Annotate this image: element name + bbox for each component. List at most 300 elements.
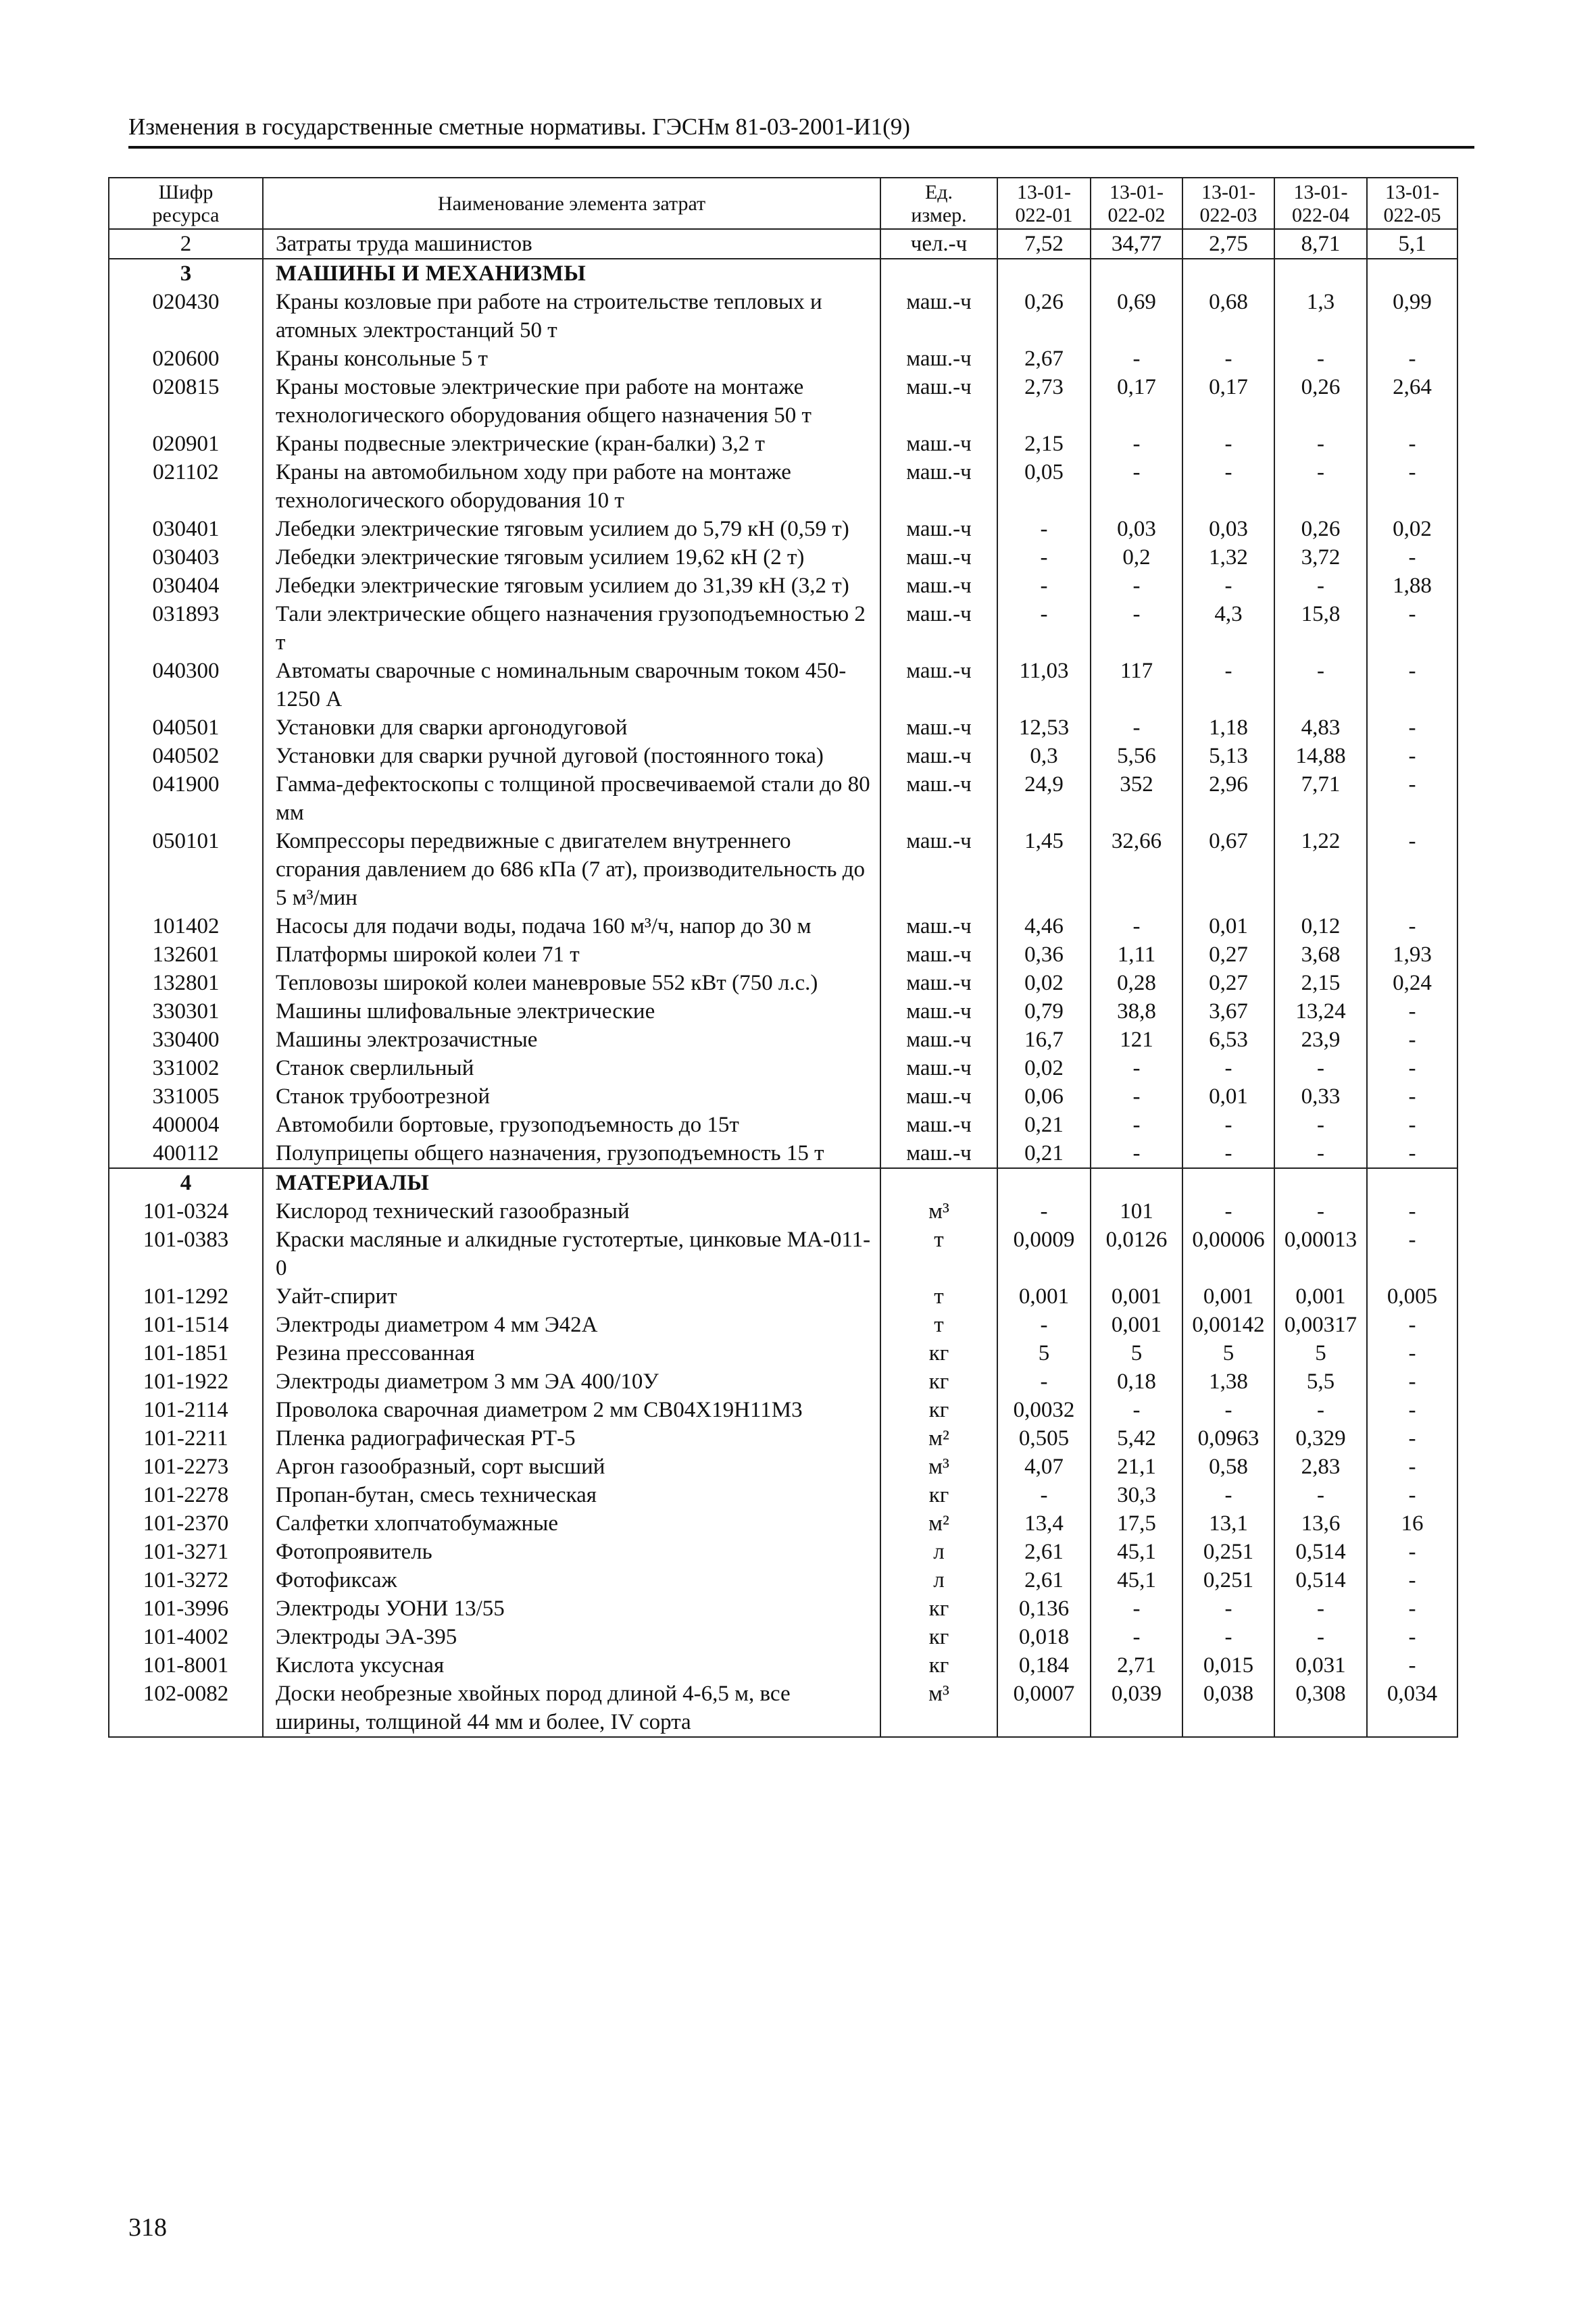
resource-code: 101-2278: [109, 1481, 263, 1509]
value-cell: -: [997, 600, 1091, 657]
value-cell: 5: [1182, 1339, 1274, 1367]
value-cell: -: [1182, 1396, 1274, 1424]
value-cell: -: [1182, 458, 1274, 515]
unit: м³: [880, 1197, 997, 1226]
resource-name: Электроды УОНИ 13/55: [263, 1594, 880, 1623]
resource-name: Лебедки электрические тяговым усилием 19,62 кН (2 т): [263, 543, 880, 572]
table-cell: [1182, 259, 1274, 288]
value-cell: -: [1367, 1424, 1457, 1453]
value-cell: 0,01: [1182, 1082, 1274, 1111]
resource-code: 132801: [109, 969, 263, 997]
table-cell: 8,71: [1274, 229, 1367, 259]
table-body: [109, 178, 1457, 1737]
resource-code: 101-4002: [109, 1623, 263, 1651]
value-cell: -: [1182, 1111, 1274, 1139]
unit: м³: [880, 1680, 997, 1737]
resource-code: 101-0324: [109, 1197, 263, 1226]
value-cell: 0,039: [1091, 1680, 1182, 1737]
resource-code: 101-1851: [109, 1339, 263, 1367]
table-row: [109, 1538, 1457, 1566]
value-cell: 1,38: [1182, 1367, 1274, 1396]
resource-code: 030404: [109, 572, 263, 600]
value-cell: -: [1091, 1111, 1182, 1139]
value-cell: 0,2: [1091, 543, 1182, 572]
value-cell: 0,308: [1274, 1680, 1367, 1737]
table-cell: 7,52: [997, 229, 1091, 259]
value-cell: -: [1274, 458, 1367, 515]
resource-name: Машины электрозачистные: [263, 1026, 880, 1054]
value-cell: -: [1367, 912, 1457, 940]
value-cell: 0,79: [997, 997, 1091, 1026]
value-cell: 38,8: [1091, 997, 1182, 1026]
value-cell: -: [1182, 430, 1274, 458]
table-row: [109, 373, 1457, 430]
table-row: [109, 1651, 1457, 1680]
value-cell: 2,15: [997, 430, 1091, 458]
value-cell: 0,001: [1091, 1282, 1182, 1311]
table-row: [109, 1481, 1457, 1509]
table-row: [109, 1339, 1457, 1367]
value-cell: 0,514: [1274, 1538, 1367, 1566]
resource-name: Краны мостовые электрические при работе на монтаже технологического оборудования общего назначения 50 т: [263, 373, 880, 430]
resource-name: Аргон газообразный, сорт высший: [263, 1453, 880, 1481]
value-cell: 0,514: [1274, 1566, 1367, 1594]
value-cell: 0,69: [1091, 288, 1182, 345]
value-cell: 30,3: [1091, 1481, 1182, 1509]
unit: кг: [880, 1651, 997, 1680]
value-cell: 121: [1091, 1026, 1182, 1054]
resource-code: 020430: [109, 288, 263, 345]
resource-code: 330301: [109, 997, 263, 1026]
resource-name: Тали электрические общего назначения грузоподъемностью 2 т: [263, 600, 880, 657]
value-cell: 45,1: [1091, 1566, 1182, 1594]
table-row: [109, 657, 1457, 713]
value-cell: -: [1091, 1594, 1182, 1623]
value-cell: -: [1367, 1481, 1457, 1509]
resource-code: 040501: [109, 713, 263, 742]
value-cell: -: [1182, 572, 1274, 600]
table-cell: [1091, 1168, 1182, 1197]
value-cell: -: [1367, 1054, 1457, 1082]
resource-name: Фотопроявитель: [263, 1538, 880, 1566]
value-cell: -: [1091, 345, 1182, 373]
unit: маш.-ч: [880, 1139, 997, 1168]
unit: л: [880, 1566, 997, 1594]
table-cell: Затраты труда машинистов: [263, 229, 880, 259]
table-cell: 2: [109, 229, 263, 259]
value-cell: 11,03: [997, 657, 1091, 713]
table-cell: 34,77: [1091, 229, 1182, 259]
resource-name: Резина прессованная: [263, 1339, 880, 1367]
unit: т: [880, 1282, 997, 1311]
unit: маш.-ч: [880, 430, 997, 458]
resource-name: Краны козловые при работе на строительстве тепловых и атомных электростанций 50 т: [263, 288, 880, 345]
value-cell: 24,9: [997, 770, 1091, 827]
resource-code: 050101: [109, 827, 263, 912]
value-cell: 0,17: [1091, 373, 1182, 430]
table-cell: [1182, 1168, 1274, 1197]
resource-code: 040502: [109, 742, 263, 770]
value-cell: -: [1367, 1226, 1457, 1282]
value-cell: 4,83: [1274, 713, 1367, 742]
resource-code: 400112: [109, 1139, 263, 1168]
table-row: [109, 288, 1457, 345]
value-cell: -: [1367, 1453, 1457, 1481]
value-cell: 0,03: [1091, 515, 1182, 543]
unit: м²: [880, 1424, 997, 1453]
value-cell: -: [1367, 1082, 1457, 1111]
table-cell: [1274, 259, 1367, 288]
resource-name: Доски необрезные хвойных пород длиной 4-6,5 м, все ширины, толщиной 44 мм и более, IV сорта: [263, 1680, 880, 1737]
value-cell: 0,00317: [1274, 1311, 1367, 1339]
resource-name: Машины шлифовальные электрические: [263, 997, 880, 1026]
value-cell: 2,71: [1091, 1651, 1182, 1680]
value-cell: 23,9: [1274, 1026, 1367, 1054]
table-row: [109, 1396, 1457, 1424]
value-cell: 1,88: [1367, 572, 1457, 600]
resource-code: 021102: [109, 458, 263, 515]
resource-name: Станок сверлильный: [263, 1054, 880, 1082]
resource-name: Салфетки хлопчатобумажные: [263, 1509, 880, 1538]
resource-name: Электроды ЭА-395: [263, 1623, 880, 1651]
column-header: 13-01- 022-01: [997, 178, 1091, 229]
resource-name: Краны на автомобильном ходу при работе на монтаже технологического оборудования 10 т: [263, 458, 880, 515]
value-cell: 0,67: [1182, 827, 1274, 912]
value-cell: -: [997, 1367, 1091, 1396]
value-cell: 0,184: [997, 1651, 1091, 1680]
value-cell: 0,68: [1182, 288, 1274, 345]
value-cell: -: [1367, 543, 1457, 572]
value-cell: 0,0126: [1091, 1226, 1182, 1282]
value-cell: 101: [1091, 1197, 1182, 1226]
value-cell: 0,02: [997, 1054, 1091, 1082]
resource-code: 101-1292: [109, 1282, 263, 1311]
resource-code: 132601: [109, 940, 263, 969]
unit: кг: [880, 1396, 997, 1424]
resource-code: 101-1922: [109, 1367, 263, 1396]
column-header: Наименование элемента затрат: [263, 178, 880, 229]
table-row: [109, 1311, 1457, 1339]
unit: л: [880, 1538, 997, 1566]
value-cell: -: [1182, 1054, 1274, 1082]
unit: маш.-ч: [880, 1082, 997, 1111]
resource-name: Проволока сварочная диаметром 2 мм СВ04Х19Н11М3: [263, 1396, 880, 1424]
value-cell: 12,53: [997, 713, 1091, 742]
value-cell: -: [1367, 1594, 1457, 1623]
value-cell: -: [1274, 1481, 1367, 1509]
resource-name: Краны консольные 5 т: [263, 345, 880, 373]
value-cell: 0,031: [1274, 1651, 1367, 1680]
value-cell: 1,18: [1182, 713, 1274, 742]
value-cell: -: [1274, 345, 1367, 373]
value-cell: -: [997, 1197, 1091, 1226]
value-cell: 0,001: [1091, 1311, 1182, 1339]
resource-code: 020815: [109, 373, 263, 430]
value-cell: -: [1091, 572, 1182, 600]
table-row: [109, 742, 1457, 770]
value-cell: 16: [1367, 1509, 1457, 1538]
value-cell: 2,96: [1182, 770, 1274, 827]
unit: маш.-ч: [880, 827, 997, 912]
resource-name: Платформы широкой колеи 71 т: [263, 940, 880, 969]
resource-name: Электроды диаметром 3 мм ЭА 400/10У: [263, 1367, 880, 1396]
value-cell: 2,61: [997, 1566, 1091, 1594]
unit: маш.-ч: [880, 515, 997, 543]
value-cell: -: [1367, 1026, 1457, 1054]
value-cell: 0,27: [1182, 969, 1274, 997]
unit: кг: [880, 1367, 997, 1396]
value-cell: 1,11: [1091, 940, 1182, 969]
value-cell: 0,00006: [1182, 1226, 1274, 1282]
value-cell: 0,27: [1182, 940, 1274, 969]
table-header-row: [109, 178, 1457, 229]
value-cell: -: [1367, 827, 1457, 912]
value-cell: -: [997, 1481, 1091, 1509]
table-row: [109, 572, 1457, 600]
value-cell: 3,72: [1274, 543, 1367, 572]
value-cell: 16,7: [997, 1026, 1091, 1054]
table-cell: [997, 1168, 1091, 1197]
table-cell: [1367, 259, 1457, 288]
value-cell: -: [1091, 1082, 1182, 1111]
value-cell: -: [1367, 1339, 1457, 1367]
resource-code: 101-3996: [109, 1594, 263, 1623]
resource-name: Установки для сварки аргонодуговой: [263, 713, 880, 742]
value-cell: -: [1182, 1481, 1274, 1509]
value-cell: 32,66: [1091, 827, 1182, 912]
table-row: [109, 1026, 1457, 1054]
table-cell: [997, 259, 1091, 288]
value-cell: 5: [1274, 1339, 1367, 1367]
table-row: [109, 1509, 1457, 1538]
value-cell: -: [1182, 1594, 1274, 1623]
value-cell: 0,24: [1367, 969, 1457, 997]
value-cell: 0,36: [997, 940, 1091, 969]
section-title: МАТЕРИАЛЫ: [263, 1168, 880, 1197]
resource-code: 030403: [109, 543, 263, 572]
unit: кг: [880, 1481, 997, 1509]
table-row: [109, 1054, 1457, 1082]
value-cell: -: [1091, 430, 1182, 458]
value-cell: 0,02: [1367, 515, 1457, 543]
resource-name: Тепловозы широкой колеи маневровые 552 кВт (750 л.с.): [263, 969, 880, 997]
table-row: [109, 1623, 1457, 1651]
resource-name: Краны подвесные электрические (кран-балки) 3,2 т: [263, 430, 880, 458]
value-cell: 5,56: [1091, 742, 1182, 770]
unit: маш.-ч: [880, 657, 997, 713]
value-cell: 21,1: [1091, 1453, 1182, 1481]
resource-code: 101-3271: [109, 1538, 263, 1566]
value-cell: -: [1182, 1139, 1274, 1168]
value-cell: 0,001: [1274, 1282, 1367, 1311]
value-cell: 0,21: [997, 1111, 1091, 1139]
table-cell: [1091, 259, 1182, 288]
resource-name: Электроды диаметром 4 мм Э42А: [263, 1311, 880, 1339]
value-cell: 0,12: [1274, 912, 1367, 940]
value-cell: 5,42: [1091, 1424, 1182, 1453]
table-row: [109, 1566, 1457, 1594]
table-cell: 5,1: [1367, 229, 1457, 259]
unit: маш.-ч: [880, 770, 997, 827]
resource-name: Краски масляные и алкидные густотертые, цинковые МА-011-0: [263, 1226, 880, 1282]
value-cell: 5: [997, 1339, 1091, 1367]
value-cell: 0,251: [1182, 1566, 1274, 1594]
value-cell: 1,22: [1274, 827, 1367, 912]
unit: маш.-ч: [880, 458, 997, 515]
resource-code: 101-8001: [109, 1651, 263, 1680]
resource-name: Пропан-бутан, смесь техническая: [263, 1481, 880, 1509]
resource-code: 331002: [109, 1054, 263, 1082]
table-row: [109, 1367, 1457, 1396]
table-cell: [880, 1168, 997, 1197]
resource-name: Кислород технический газообразный: [263, 1197, 880, 1226]
unit: маш.-ч: [880, 940, 997, 969]
unit: маш.-ч: [880, 543, 997, 572]
resource-code: 031893: [109, 600, 263, 657]
table-row: [109, 940, 1457, 969]
unit: маш.-ч: [880, 572, 997, 600]
unit: кг: [880, 1623, 997, 1651]
value-cell: 0,505: [997, 1424, 1091, 1453]
section-header-row: [109, 1168, 1457, 1197]
resource-name: Автомобили бортовые, грузоподъемность до 15т: [263, 1111, 880, 1139]
table-cell: [1367, 1168, 1457, 1197]
value-cell: 0,00142: [1182, 1311, 1274, 1339]
value-cell: 1,93: [1367, 940, 1457, 969]
value-cell: -: [1367, 1566, 1457, 1594]
resource-code: 101402: [109, 912, 263, 940]
unit: маш.-ч: [880, 912, 997, 940]
value-cell: -: [997, 543, 1091, 572]
value-cell: -: [1367, 430, 1457, 458]
value-cell: -: [1367, 1367, 1457, 1396]
value-cell: 0,26: [997, 288, 1091, 345]
value-cell: -: [1367, 742, 1457, 770]
resource-name: Станок трубоотрезной: [263, 1082, 880, 1111]
table-row: [109, 1594, 1457, 1623]
value-cell: 0,58: [1182, 1453, 1274, 1481]
column-header: 13-01- 022-02: [1091, 178, 1182, 229]
value-cell: 0,26: [1274, 373, 1367, 430]
value-cell: -: [1367, 770, 1457, 827]
value-cell: -: [1367, 1538, 1457, 1566]
value-cell: 0,038: [1182, 1680, 1274, 1737]
table-row: [109, 600, 1457, 657]
value-cell: -: [1182, 1197, 1274, 1226]
table-row: [109, 1282, 1457, 1311]
value-cell: 0,17: [1182, 373, 1274, 430]
value-cell: 2,61: [997, 1538, 1091, 1566]
resource-name: Лебедки электрические тяговым усилием до 31,39 кН (3,2 т): [263, 572, 880, 600]
value-cell: 0,00013: [1274, 1226, 1367, 1282]
value-cell: 117: [1091, 657, 1182, 713]
value-cell: -: [1091, 912, 1182, 940]
table-row: [109, 713, 1457, 742]
value-cell: -: [1274, 1594, 1367, 1623]
table-row: [109, 1226, 1457, 1282]
resource-name: Компрессоры передвижные с двигателем внутреннего сгорания давлением до 686 кПа (7 ат), производительность до 5 м³/мин: [263, 827, 880, 912]
value-cell: 3,68: [1274, 940, 1367, 969]
table-row: [109, 1453, 1457, 1481]
value-cell: -: [1274, 1197, 1367, 1226]
page-header: Изменения в государственные сметные нормативы. ГЭСНм 81-03-2001-И1(9): [128, 114, 910, 140]
column-header: 13-01- 022-03: [1182, 178, 1274, 229]
unit: маш.-ч: [880, 1111, 997, 1139]
table-cell: [1274, 1168, 1367, 1197]
value-cell: 13,6: [1274, 1509, 1367, 1538]
resource-name: Лебедки электрические тяговым усилием до 5,79 кН (0,59 т): [263, 515, 880, 543]
section-code: 4: [109, 1168, 263, 1197]
value-cell: 0,02: [997, 969, 1091, 997]
resource-name: Фотофиксаж: [263, 1566, 880, 1594]
value-cell: -: [1182, 657, 1274, 713]
value-cell: -: [1274, 1139, 1367, 1168]
value-cell: -: [1367, 1396, 1457, 1424]
value-cell: -: [1367, 1651, 1457, 1680]
value-cell: 0,0963: [1182, 1424, 1274, 1453]
table-cell: [880, 259, 997, 288]
unit: маш.-ч: [880, 742, 997, 770]
value-cell: 5: [1091, 1339, 1182, 1367]
value-cell: 17,5: [1091, 1509, 1182, 1538]
table-row: [109, 1424, 1457, 1453]
unit: маш.-ч: [880, 373, 997, 430]
value-cell: 1,32: [1182, 543, 1274, 572]
value-cell: -: [1091, 1139, 1182, 1168]
value-cell: 0,015: [1182, 1651, 1274, 1680]
resource-code: 101-3272: [109, 1566, 263, 1594]
table-row: [109, 770, 1457, 827]
column-header: 13-01- 022-05: [1367, 178, 1457, 229]
resource-name: Кислота уксусная: [263, 1651, 880, 1680]
value-cell: -: [1274, 1054, 1367, 1082]
resource-code: 330400: [109, 1026, 263, 1054]
value-cell: 0,0007: [997, 1680, 1091, 1737]
value-cell: -: [1367, 345, 1457, 373]
value-cell: 0,018: [997, 1623, 1091, 1651]
resource-code: 101-2211: [109, 1424, 263, 1453]
unit: маш.-ч: [880, 1026, 997, 1054]
column-header: Шифр ресурса: [109, 178, 263, 229]
section-title: МАШИНЫ И МЕХАНИЗМЫ: [263, 259, 880, 288]
table-row: [109, 515, 1457, 543]
resource-name: Гамма-дефектоскопы с толщиной просвечиваемой стали до 80 мм: [263, 770, 880, 827]
value-cell: -: [1367, 1197, 1457, 1226]
unit: маш.-ч: [880, 1054, 997, 1082]
section-header-row: [109, 259, 1457, 288]
unit: т: [880, 1226, 997, 1282]
value-cell: 4,46: [997, 912, 1091, 940]
header-rule: [128, 146, 1474, 149]
resource-code: 102-0082: [109, 1680, 263, 1737]
resource-code: 101-0383: [109, 1226, 263, 1282]
value-cell: 2,15: [1274, 969, 1367, 997]
unit: маш.-ч: [880, 345, 997, 373]
value-cell: 0,26: [1274, 515, 1367, 543]
value-cell: 0,0032: [997, 1396, 1091, 1424]
value-cell: 0,33: [1274, 1082, 1367, 1111]
resource-code: 040300: [109, 657, 263, 713]
value-cell: 0,06: [997, 1082, 1091, 1111]
resource-name: Автоматы сварочные с номинальным сварочным током 450-1250 А: [263, 657, 880, 713]
value-cell: 5,13: [1182, 742, 1274, 770]
resource-name: Пленка радиографическая РТ-5: [263, 1424, 880, 1453]
resource-name: Полуприцепы общего назначения, грузоподъемность 15 т: [263, 1139, 880, 1168]
resource-code: 020600: [109, 345, 263, 373]
column-header: 13-01- 022-04: [1274, 178, 1367, 229]
unit: маш.-ч: [880, 288, 997, 345]
value-cell: -: [1091, 713, 1182, 742]
